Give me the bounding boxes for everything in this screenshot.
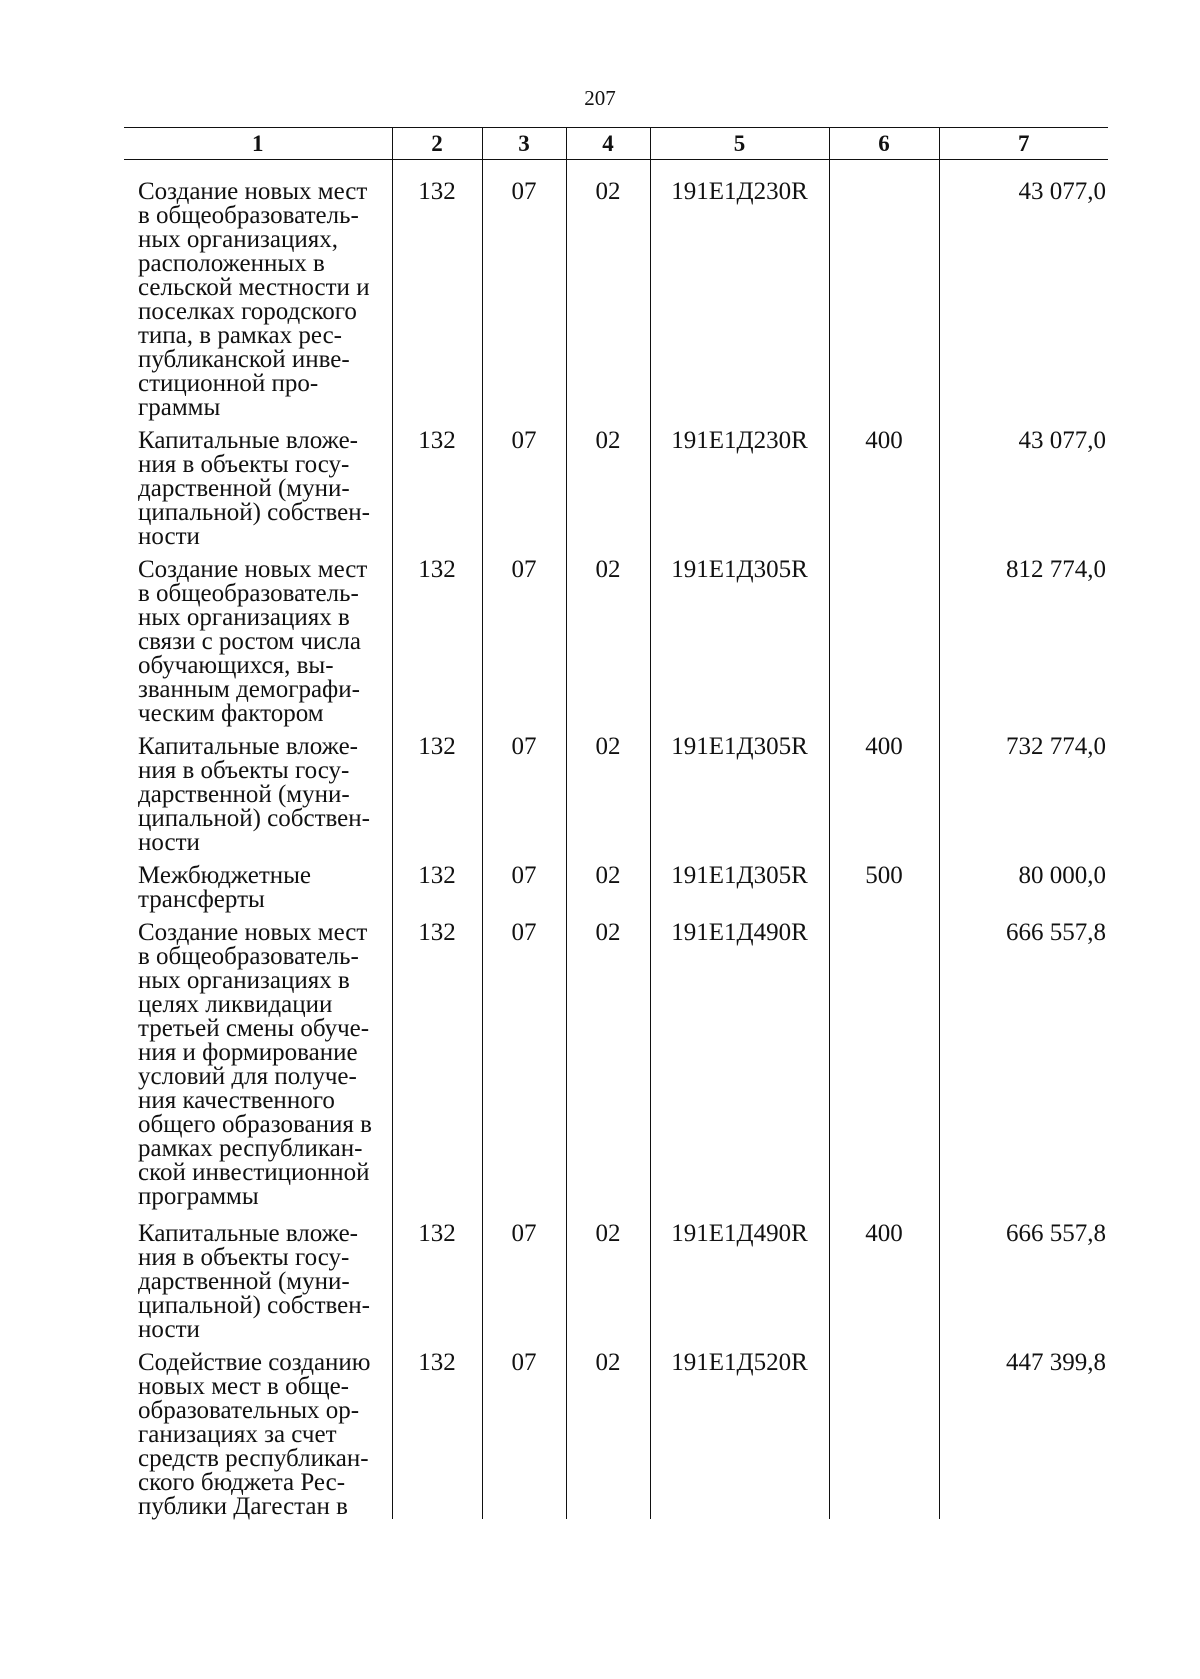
cell-col-3: 07: [482, 160, 566, 430]
table-row: [124, 558, 1108, 735]
table-row: [124, 864, 1108, 921]
table-row: [124, 735, 1108, 864]
cell-col-5: 191Е1Д305R: [650, 735, 829, 864]
cell-col-4: 02: [566, 160, 650, 430]
table-row: [124, 1351, 1108, 1519]
budget-table: [124, 127, 1108, 1519]
cell-col-3: 07: [482, 1351, 566, 1519]
cell-col-3: 07: [482, 1222, 566, 1351]
cell-col-7: 732 774,0: [939, 735, 1108, 864]
cell-col-7: 812 774,0: [939, 558, 1108, 735]
cell-col-2: 132: [392, 735, 482, 864]
cell-col-3: 07: [482, 429, 566, 558]
row-name: Межбюджетные трансферты: [138, 862, 312, 913]
table-header: [124, 128, 1108, 160]
cell-col-2: 132: [392, 921, 482, 1222]
row-name: Создание новых мест в общеобразователь- ных организациях в связи с ростом числа обучающихся, вы- званным демографи- ческим фактором: [138, 556, 368, 727]
header-col-5: 5: [650, 128, 829, 160]
cell-col-5: 191Е1Д305R: [650, 558, 829, 735]
cell-col-7: 666 557,8: [939, 921, 1108, 1222]
page-number: 207: [584, 86, 616, 110]
cell-col-7: 666 557,8: [939, 1222, 1108, 1351]
header-col-4: 4: [566, 128, 650, 160]
row-name: Создание новых мест в общеобразователь- ных организациях, расположенных в сельской местности и поселках городского типа, в рамках рес- публиканской инве- стиционной про- граммы: [138, 178, 370, 421]
cell-col-4: 02: [566, 1222, 650, 1351]
cell-col-4: 02: [566, 921, 650, 1222]
table-body: [124, 160, 1108, 1520]
cell-col-6: [829, 1351, 939, 1519]
cell-col-5: 191Е1Д305R: [650, 864, 829, 921]
cell-col-6: 400: [829, 429, 939, 558]
table-row: [124, 1222, 1108, 1351]
cell-col-3: 07: [482, 558, 566, 735]
cell-col-2: 132: [392, 1222, 482, 1351]
cell-col-5: 191Е1Д230R: [650, 429, 829, 558]
cell-col-7: 43 077,0: [939, 429, 1108, 558]
cell-col-6: 400: [829, 1222, 939, 1351]
cell-col-3: 07: [482, 735, 566, 864]
cell-col-3: 07: [482, 921, 566, 1222]
cell-col-2: 132: [392, 1351, 482, 1519]
cell-col-4: 02: [566, 735, 650, 864]
header-row: [124, 128, 1108, 160]
cell-col-5: 191Е1Д230R: [650, 160, 829, 430]
cell-col-6: [829, 921, 939, 1222]
header-col-6: 6: [829, 128, 939, 160]
cell-col-4: 02: [566, 864, 650, 921]
row-name: Содействие созданию новых мест в обще- образовательных ор- ганизациях за счет средств республикан- ского бюджета Рес- публики Дагестан в: [138, 1349, 371, 1520]
cell-col-3: 07: [482, 864, 566, 921]
cell-col-4: 02: [566, 558, 650, 735]
table-row: [124, 429, 1108, 558]
row-name: Капитальные вложе- ния в объекты госу- дарственной (муни- ципальной) собствен- ности: [138, 427, 370, 550]
cell-col-7: 80 000,0: [939, 864, 1108, 921]
cell-col-6: 400: [829, 735, 939, 864]
row-name: Создание новых мест в общеобразователь- ных организациях в целях ликвидации третьей смены обуче- ния и формирование условий для получе- ния качественного общего образования в рамках республикан- ской инвестиционной программы: [138, 919, 372, 1210]
cell-col-7: 447 399,8: [939, 1351, 1108, 1519]
cell-col-5: 191Е1Д520R: [650, 1351, 829, 1519]
cell-col-4: 02: [566, 429, 650, 558]
cell-col-2: 132: [392, 429, 482, 558]
row-name: Капитальные вложе- ния в объекты госу- дарственной (муни- ципальной) собствен- ности: [138, 733, 370, 856]
row-name: Капитальные вложе- ния в объекты госу- дарственной (муни- ципальной) собствен- ности: [138, 1220, 370, 1343]
header-col-7: 7: [939, 128, 1108, 160]
header-col-2: 2: [392, 128, 482, 160]
cell-col-6: [829, 160, 939, 430]
cell-col-5: 191Е1Д490R: [650, 1222, 829, 1351]
table-row: [124, 921, 1108, 1222]
cell-col-5: 191Е1Д490R: [650, 921, 829, 1222]
table-row: [124, 160, 1108, 430]
cell-col-2: 132: [392, 160, 482, 430]
cell-col-2: 132: [392, 558, 482, 735]
cell-col-2: 132: [392, 864, 482, 921]
cell-col-7: 43 077,0: [939, 160, 1108, 430]
header-col-3: 3: [482, 128, 566, 160]
cell-col-4: 02: [566, 1351, 650, 1519]
cell-col-6: 500: [829, 864, 939, 921]
budget-table-container: [124, 127, 1108, 1519]
header-col-1: 1: [124, 128, 392, 160]
cell-col-6: [829, 558, 939, 735]
